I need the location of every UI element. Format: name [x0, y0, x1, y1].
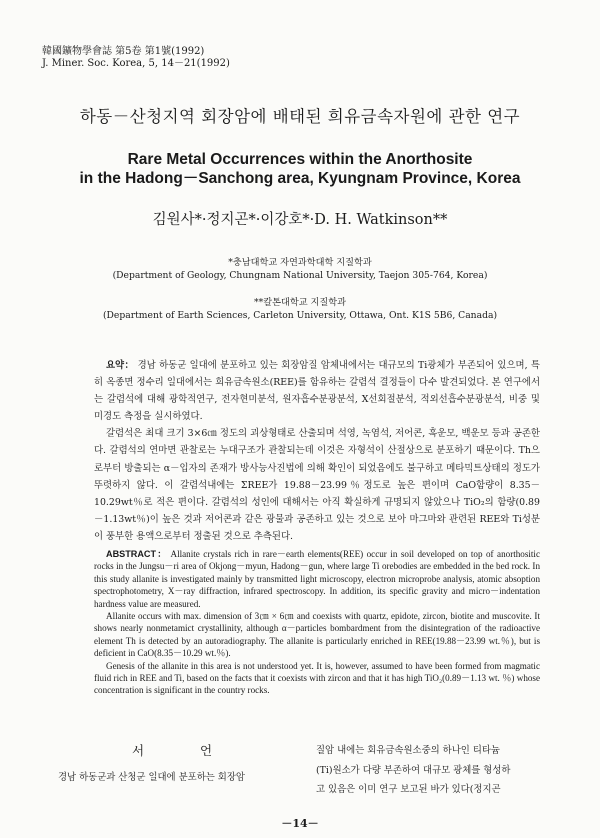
abstract-korean-para-2: 갈렴석은 최대 크기 3×6㎝ 정도의 괴상형태로 산출되며 석영, 녹염석, 저어콘, 흑운모, 백운모 등과 공존한다. 갈렴석의 연마면 관찰로는 누대구조가 관찰되는데 이것은 자형석이 산절상으로 분포하기 때문이다. Th으로부터 방출되는 α－입자의 존재가 방사능사진법에 의해 확인이 되었음에도 불구하고 메타믹트상태의 정도가 뚜렷하지 않다. 이 갈렴석내에는 ΣREE가 19.88－23.99％정도로 높은 편이며 CaO함량이 8.35－10.29wt％로 적은 편이다. 갈렴석의 성인에 대해서는 아직 확실하게 규명되지 않았으나 TiO₂의 함량(0.89－1.13wt％)이 높은 것과 저어콘과 같은 광물과 공존하고 있는 것으로 보아 마그마와 관련된 REE와 Ti성분이 풍부한 용액으로부터 정출된 것으로 추측된다.	[94, 428, 540, 542]
affiliation-1-name: *충남대학교 자연과학대학 지질학과	[228, 257, 372, 268]
affiliation-2	[0, 296, 600, 322]
section-heading-introduction: 서 언	[131, 743, 239, 758]
body-left-column	[58, 741, 286, 785]
affiliation-1-address: (Department of Geology, Chungnam National University, Taejon 305-764, Korea)	[112, 270, 488, 281]
paper-title-korean: 하동－산청지역 회장암에 배태된 희유금속자원에 관한 연구	[79, 107, 521, 126]
affiliation-2-address: (Department of Earth Sciences, Carleton University, Ottawa, Ont. K1S 5B6, Canada)	[102, 310, 498, 321]
body-text-right-line: 고 있음은 이미 연구 보고된 바가 있다(정지곤	[316, 784, 501, 795]
title-line-2: in the Hadong－Sanchong area, Kyungnam Province, Korea	[79, 170, 521, 187]
journal-name-korean: 韓國鑛物學會誌 第5卷 第1號(1992)	[42, 46, 205, 57]
paper-title-english	[0, 150, 600, 188]
body-text-left: 경남 하동군과 산청군 일대에 분포하는 회장암	[58, 772, 245, 783]
author-list: 김원사*·정지곤*·이강호*·D. H. Watkinson**	[152, 212, 448, 228]
body-text-right-line: (Ti)원소가 다량 부존하여 대규모 광체를 형성하	[316, 764, 511, 776]
abstract-korean-lead: 요약：	[106, 360, 135, 371]
affiliation-2-name: **칼톤대학교 지질학과	[254, 297, 346, 308]
page-number: －14－	[281, 817, 319, 830]
body-text-right-line: 질암 내에는 회유금속원소중의 하나인 티타늄	[316, 745, 500, 756]
abstract-english-lead: ABSTRACT：	[106, 549, 168, 559]
abstract-english-para-3: Genesis of the allanite in this area is not understood yet. It is, however, assumed to have been formed from magmatic fluid rich in REE and Ti, based on the facts that it coexists with zircon and that it has high TiO₂(0.89－1.13 wt. ％) whose concentration is significant in the country rocks.	[94, 660, 540, 696]
journal-citation	[42, 46, 230, 70]
abstract-english-para-2: Allanite occurs with max. dimension of 3㎝ × 6㎝ and coexists with quartz, epidote, zircon, biotite and muscovite. It shows nearly nonmetamict crystallinity, although α－particles bombardment from the disintegration of the radioactive element Th is detected by an autoradiography. The allanite is particularly enriched in REE(19.88－23.99 wt.％), but is deficient in CaO(8.35－10.29 wt.％).	[94, 611, 540, 659]
title-line-1: Rare Metal Occurrences within the Anorthosite	[127, 151, 473, 168]
abstract-english	[94, 548, 540, 697]
journal-name-english: J. Miner. Soc. Korea, 5, 14－21(1992)	[42, 58, 230, 69]
body-right-column	[316, 741, 544, 800]
abstract-korean-para-1: 요약： 경남 하동군 일대에 분포하고 있는 회장암질 암체내에서는 대규모의 Ti광체가 부존되어 있으며, 특히 옥종면 정수리 일대에서는 희유금속원소(REE)를 함유하는 갈렴석 결정들이 다수 발견되었다. 본 연구에서는 갈렴석에 대해 광학적연구, 전자현미분석, 원자흡수분광분석, X선회절분석, 적외선흡수분광분석, 비중 및 미경도 측정을 실시하였다.	[94, 360, 540, 423]
affiliation-1	[0, 256, 600, 282]
abstract-english-para-1: ABSTRACT： Allanite crystals rich in rare－earth elements(REE) occur in soil developed on top of anorthositic rocks in the Jungsu－ri area of Okjong－myun, Hadong－gun, where large Ti orebodies are embedded in the bed rock. In this study allanite is investigated mainly by transmitted light microscopy, electron microprobe analysis, atomic absoption spectrophotometry, X－ray diffraction, infrared spectroscopy. In addition, its specific gravity and micro－indentation hardness value are measured.	[94, 549, 540, 609]
abstract-korean	[94, 357, 540, 545]
